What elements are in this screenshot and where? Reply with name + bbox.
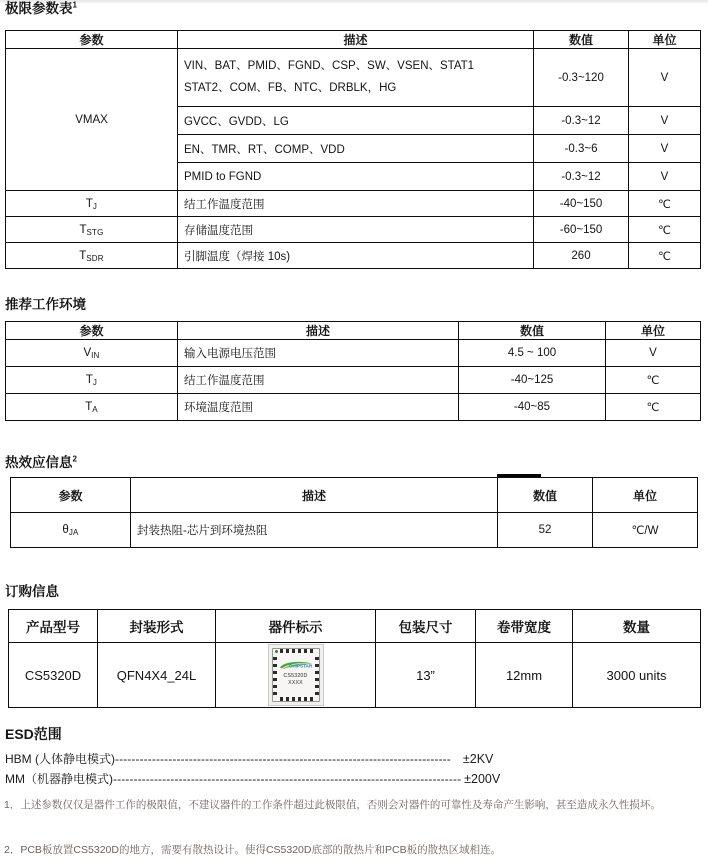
table-thermal-information xyxy=(10,477,698,548)
symbol-subscript: IN xyxy=(91,351,100,360)
esd-mm-label: MM（机器静电模式) xyxy=(5,772,113,786)
table-row xyxy=(6,191,701,217)
cell-parameter-symbol xyxy=(6,394,178,421)
cell-tape-width: 12mm xyxy=(476,643,573,708)
table-row xyxy=(6,340,701,367)
symbol-subscript: A xyxy=(92,405,98,414)
table-row xyxy=(11,513,698,548)
symbol-base: T xyxy=(79,249,87,262)
cell-description xyxy=(178,49,534,107)
cell-value: -0.3~120 xyxy=(534,49,629,107)
section-heading-ordering-information xyxy=(5,585,59,599)
cell-description: EN、TMR、RT、COMP、VDD xyxy=(178,135,534,163)
section-heading-text: 订购信息 xyxy=(5,584,59,599)
chipstar-logo-icon xyxy=(278,659,316,670)
cell-value: -40~125 xyxy=(459,367,606,394)
symbol-base: V xyxy=(83,347,92,359)
esd-line-mm xyxy=(5,770,500,787)
cell-description: 环境温度范围 xyxy=(178,394,459,421)
cell-reel-size: 13” xyxy=(376,643,476,708)
cell-unit: ℃ xyxy=(629,243,701,269)
col-header-unit: 单位 xyxy=(593,478,698,513)
esd-mm-value: ±200V xyxy=(464,772,501,786)
footnote-2: 2．PCB板放置CS5320D的地方，需要有散热设计。使得CS5320D底部的散热片和PCB板的散热区域相连。 xyxy=(4,844,502,856)
cell-device-marking xyxy=(216,643,376,708)
cell-unit: ℃ xyxy=(606,367,701,394)
col-header-package: 封装形式 xyxy=(98,610,216,643)
chip-pins-top xyxy=(280,649,314,653)
cell-value: -0.3~6 xyxy=(534,135,629,163)
cell-parameter-symbol xyxy=(6,367,178,394)
symbol-base: T xyxy=(85,374,93,386)
cell-description: 结工作温度范围 xyxy=(178,367,459,394)
cell-value: -0.3~12 xyxy=(534,163,629,191)
col-header-value: 数值 xyxy=(534,31,629,49)
col-header-unit: 单位 xyxy=(606,322,701,340)
cell-description: GVCC、GVDD、LG xyxy=(178,107,534,135)
description-line-2: STAT2、COM、FB、NTC、DRBLK，HG xyxy=(184,81,397,94)
cell-unit: ℃ xyxy=(629,217,701,243)
cell-unit: V xyxy=(629,163,701,191)
table-ordering-information xyxy=(8,609,701,708)
footnote-ref-1: 1 xyxy=(72,0,77,10)
cell-value: -0.3~12 xyxy=(534,107,629,135)
cell-unit: V xyxy=(629,107,701,135)
cell-value: 4.5 ~ 100 xyxy=(459,340,606,367)
symbol-subscript: SDR xyxy=(86,253,104,263)
cell-description: 输入电源电压范围 xyxy=(178,340,459,367)
symbol-subscript: J xyxy=(92,201,98,211)
symbol-base: θ xyxy=(62,524,69,536)
page-top-strip xyxy=(0,0,708,3)
cell-parameter-symbol xyxy=(6,191,178,217)
cell-unit: ℃ xyxy=(606,394,701,421)
footnote-ref-2: 2 xyxy=(72,454,77,464)
section-heading-esd-range xyxy=(5,727,62,741)
table-row xyxy=(6,243,701,269)
cell-unit: ℃/W xyxy=(593,513,698,548)
cell-parameter-symbol xyxy=(6,340,178,367)
chip-pin1-dot-icon xyxy=(275,650,278,653)
col-header-reel-size: 包装尺寸 xyxy=(376,610,476,643)
col-header-parameter: 参数 xyxy=(11,478,131,513)
section-heading-text: 推荐工作环境 xyxy=(5,297,86,312)
section-heading-text: 热效应信息 xyxy=(5,455,73,470)
symbol-subscript: STG xyxy=(86,227,104,237)
col-header-description: 描述 xyxy=(131,478,498,513)
footnote-1: 1．上述参数仅仅是器件工作的极限值，不建议器件的工作条件超过此极限值，否则会对器件的可靠性及寿命产生影响，甚至造成永久性损坏。 xyxy=(4,799,661,811)
cell-description: 封装热阻-芯片到环境热阻 xyxy=(131,513,498,548)
esd-hbm-label: HBM (人体静电模式) xyxy=(5,752,115,766)
table-header-row xyxy=(6,322,701,340)
col-header-part-number: 产品型号 xyxy=(9,610,98,643)
cell-parameter-symbol xyxy=(11,513,131,548)
cell-value: -60~150 xyxy=(534,217,629,243)
cell-unit: V xyxy=(629,49,701,107)
table-absolute-maximum-ratings xyxy=(5,30,701,269)
esd-hbm-leader: ---------------------------------------------------------------------------------- xyxy=(115,752,451,766)
col-header-tape-width: 卷带宽度 xyxy=(476,610,573,643)
symbol-subscript: J xyxy=(92,378,98,387)
col-header-description: 描述 xyxy=(178,31,534,49)
col-header-parameter: 参数 xyxy=(6,322,178,340)
cell-part-number: CS5320D xyxy=(9,643,98,708)
symbol-base: T xyxy=(85,401,93,413)
symbol-subscript: JA xyxy=(68,528,79,537)
cell-value: 260 xyxy=(534,243,629,269)
cell-parameter-vmax: VMAX xyxy=(6,49,178,191)
col-header-value: 数值 xyxy=(459,322,606,340)
cell-unit: ℃ xyxy=(629,191,701,217)
section-heading-thermal-information xyxy=(5,456,77,470)
cell-value: 52 xyxy=(498,513,593,548)
section-heading-text: ESD范围 xyxy=(5,726,62,742)
chip-marking-line-2: XXXX xyxy=(288,680,303,686)
cell-quantity: 3000 units xyxy=(573,643,701,708)
cell-description: 引脚温度（焊接 10s) xyxy=(178,243,534,269)
chip-marking-line-1: CS5320D xyxy=(283,673,308,679)
esd-mm-leader: ------------------------------------------------------------------------------------- xyxy=(113,772,462,786)
cell-unit: V xyxy=(629,135,701,163)
cell-package: QFN4X4_24L xyxy=(98,643,216,708)
section-heading-recommended-operating xyxy=(5,298,86,312)
col-header-device-marking: 器件标示 xyxy=(216,610,376,643)
cell-value: -40~150 xyxy=(534,191,629,217)
col-header-description: 描述 xyxy=(178,322,459,340)
section-heading-text: 极限参数表 xyxy=(5,1,73,16)
table-header-row xyxy=(6,31,701,49)
chip-marking-text xyxy=(269,673,323,687)
chip-package-illustration xyxy=(268,644,324,706)
col-header-quantity: 数量 xyxy=(573,610,701,643)
col-header-unit: 单位 xyxy=(629,31,701,49)
table-row xyxy=(6,394,701,421)
table-row xyxy=(6,49,701,107)
svg-text:CHIPSTAR: CHIPSTAR xyxy=(288,663,312,669)
cell-unit: V xyxy=(606,340,701,367)
col-header-parameter: 参数 xyxy=(6,31,178,49)
chip-pins-bottom xyxy=(280,697,314,701)
cell-value: -40~85 xyxy=(459,394,606,421)
table-row xyxy=(9,643,701,708)
esd-hbm-value: ±2KV xyxy=(462,752,494,766)
cell-description: 存储温度范围 xyxy=(178,217,534,243)
esd-line-hbm xyxy=(5,750,493,767)
table-recommended-operating-conditions xyxy=(5,321,701,421)
cell-description: PMID to FGND xyxy=(178,163,534,191)
section-heading-absolute-maximum xyxy=(5,2,77,16)
table-header-row xyxy=(11,478,698,513)
cell-description: 结工作温度范围 xyxy=(178,191,534,217)
description-line-1: VIN、BAT、PMID、FGND、CSP、SW、VSEN、STAT1 xyxy=(184,59,475,72)
cell-parameter-symbol xyxy=(6,217,178,243)
symbol-base: T xyxy=(85,197,93,210)
symbol-base: T xyxy=(79,223,87,236)
table-row xyxy=(6,217,701,243)
col-header-value: 数值 xyxy=(498,478,593,513)
table-row xyxy=(6,367,701,394)
table-header-row xyxy=(9,610,701,643)
cell-parameter-symbol xyxy=(6,243,178,269)
